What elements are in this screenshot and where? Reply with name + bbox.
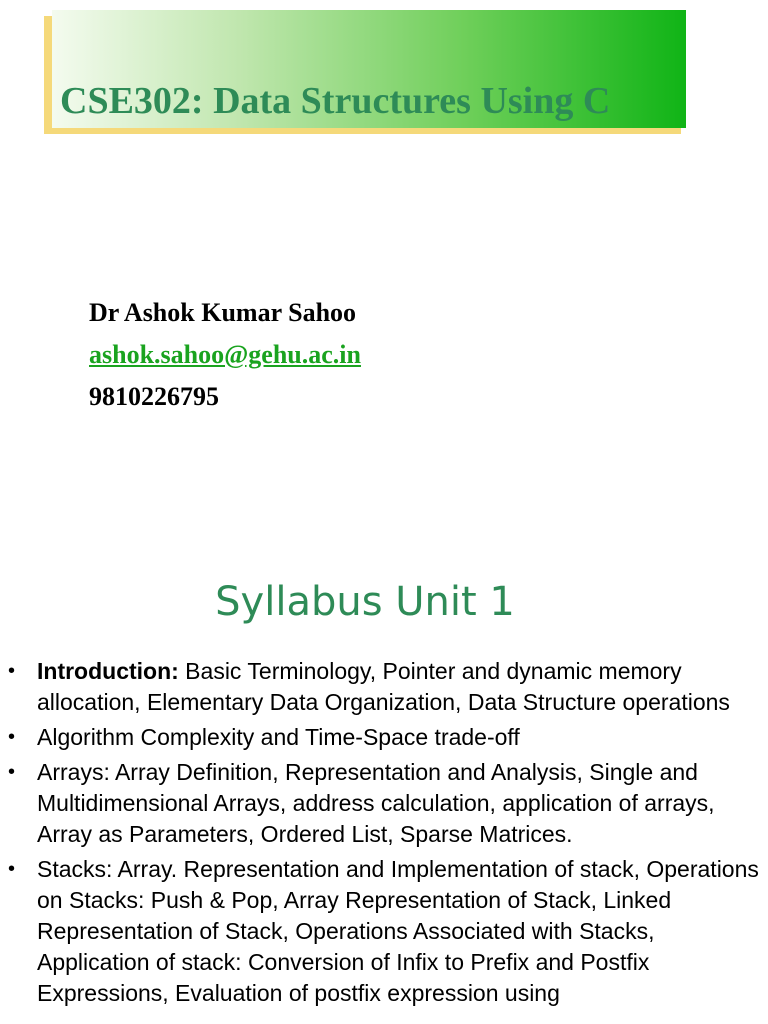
list-item [0,656,768,718]
slide-syllabus [0,512,768,1024]
list-item [0,757,768,850]
bullet-icon: • [8,858,16,880]
list-item [0,722,768,753]
author-email-link[interactable]: ashok.sahoo@gehu.ac.in [89,340,361,369]
bullet-icon: • [8,726,16,748]
topic-text: Basic Terminology, Pointer and dynamic memory allocation, Elementary Data Organization, Data Structure operations [37,658,730,715]
author-block [89,292,361,418]
course-title: CSE302: Data Structures Using C [60,80,611,122]
author-phone: 9810226795 [89,382,219,411]
author-name: Dr Ashok Kumar Sahoo [89,298,357,327]
list-item [0,854,768,1009]
topic-heading: Introduction: [37,658,179,684]
topic-text: Stacks: Array. Representation and Implementation of stack, Operations on Stacks: Push & Pop, Array Representation of Stack, Linked Representation of Stack, Operations Associated with Stacks, Application of stack: Conversion of Infix to Prefix and Postfix Expressions, Evaluation of postfix expression using [37,856,759,1006]
bullet-icon: • [8,660,16,682]
topic-list [0,656,768,1013]
syllabus-title: Syllabus Unit 1 [215,579,515,625]
bullet-icon: • [8,761,16,783]
topic-text: Arrays: Array Definition, Representation and Analysis, Single and Multidimensional Arrays, address calculation, application of arrays, Array as Parameters, Ordered List, Sparse Matrices. [37,759,715,847]
topic-text: Algorithm Complexity and Time-Space trade-off [37,724,520,750]
